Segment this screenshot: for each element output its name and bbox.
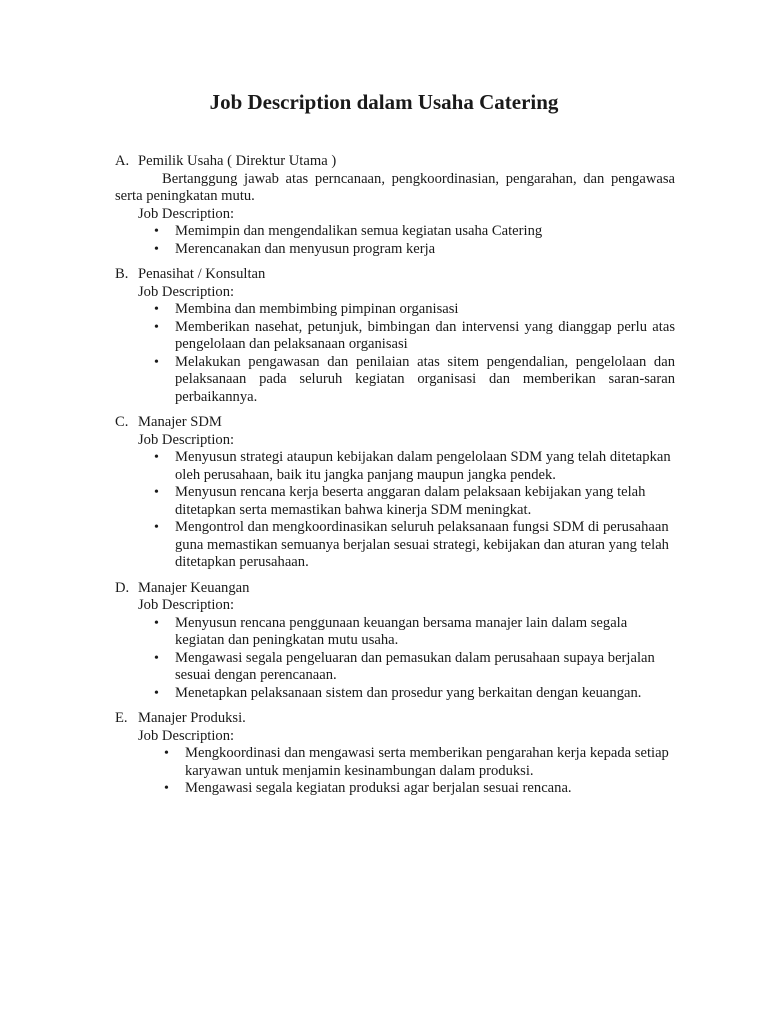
- section-c: [115, 414, 675, 572]
- section-heading: [115, 710, 675, 728]
- list-item: • Memimpin dan mengendalikan semua kegiatan usaha Catering: [154, 223, 543, 239]
- section-letter: C.: [115, 414, 129, 430]
- section-heading: [115, 266, 675, 284]
- section-letter: D.: [115, 579, 130, 596]
- section-title: Manajer Produksi.: [138, 710, 246, 726]
- section-letter: B.: [115, 266, 129, 282]
- section-heading: [115, 580, 675, 598]
- list-item: • Melakukan pengawasan dan penilaian atas sitem pengendalian, pengelolaan dan pelaksanaan pada seluruh kegiatan organisasi dan memberikan saran-saran perbaikannya.: [154, 353, 675, 405]
- document-body: [115, 153, 675, 806]
- bullet-icon: •: [154, 450, 159, 465]
- job-description-label: Job Description:: [138, 431, 235, 448]
- bullet-icon: •: [154, 685, 159, 701]
- list-item: • Mengawasi segala pengeluaran dan pemasukan dalam perusahaan supaya berjalan sesuai dengan perencanaan.: [154, 649, 655, 683]
- section-letter: E.: [115, 710, 128, 726]
- bullet-list: [138, 223, 675, 258]
- list-item: • Merencanakan dan menyusun program kerja: [154, 240, 436, 257]
- job-description-label: Job Description:: [138, 205, 235, 222]
- list-item: • Mengawasi segala kegiatan produksi agar berjalan sesuai rencana.: [164, 780, 572, 796]
- list-item: • Menyusun strategi ataupun kebijakan dalam pengelolaan SDM yang telah ditetapkan oleh perusahaan, baik itu jangka panjang maupun jangka pendek.: [154, 449, 671, 483]
- bullet-icon: •: [154, 319, 159, 335]
- section-title: Manajer SDM: [138, 414, 222, 430]
- bullet-list: [138, 615, 675, 703]
- page-title: Job Description dalam Usaha Catering: [209, 90, 559, 114]
- bullet-list: [138, 301, 675, 406]
- bullet-icon: •: [154, 354, 159, 370]
- section-heading: [115, 153, 675, 171]
- section-a: [115, 153, 675, 258]
- bullet-icon: •: [154, 241, 159, 257]
- bullet-icon: •: [164, 746, 169, 761]
- list-item: • Mengontrol dan mengkoordinasikan seluruh pelaksanaan fungsi SDM di perusahaan guna memastikan semuanya berjalan sesuai strategi, kebijakan dan aturan yang telah ditetapkan perusahaan.: [154, 519, 669, 570]
- job-description-label: Job Description:: [138, 727, 235, 744]
- list-item: • Mengkoordinasi dan mengawasi serta memberikan pengarahan kerja kepada setiap karyawan untuk menjamin kesinambungan dalam produksi.: [164, 745, 669, 779]
- bullet-icon: •: [154, 224, 159, 239]
- section-title: Penasihat / Konsultan: [138, 266, 266, 282]
- list-item: • Memberikan nasehat, petunjuk, bimbingan dan intervensi yang dianggap perlu atas pengelolaan dan pelaksanaan organisasi: [154, 318, 675, 352]
- list-item: • Membina dan membimbing pimpinan organisasi: [154, 301, 459, 317]
- section-title: Manajer Keuangan: [138, 579, 250, 596]
- job-description-label: Job Description:: [138, 283, 235, 300]
- bullet-icon: •: [154, 650, 159, 666]
- section-heading: [115, 414, 675, 432]
- bullet-icon: •: [164, 781, 169, 796]
- bullet-icon: •: [154, 302, 159, 317]
- section-intro: Bertanggung jawab atas perncanaan, pengkoordinasian, pengarahan, dan pengawasa serta peningkatan mutu.: [115, 170, 675, 204]
- section-e: [115, 710, 675, 798]
- section-title: Pemilik Usaha ( Direktur Utama ): [138, 153, 337, 169]
- bullet-icon: •: [154, 520, 159, 535]
- list-item: • Menyusun rencana penggunaan keuangan bersama manajer lain dalam segala kegiatan dan peningkatan mutu usaha.: [154, 614, 628, 648]
- bullet-icon: •: [154, 485, 159, 500]
- section-d: [115, 580, 675, 703]
- section-b: [115, 266, 675, 406]
- bullet-list: [138, 449, 675, 572]
- list-item: • Menetapkan pelaksanaan sistem dan prosedur yang berkaitan dengan keuangan.: [154, 684, 642, 701]
- section-letter: A.: [115, 153, 130, 169]
- bullet-list: [138, 745, 675, 798]
- job-description-label: Job Description:: [138, 597, 235, 613]
- bullet-icon: •: [154, 615, 159, 631]
- list-item: • Menyusun rencana kerja beserta anggaran dalam pelaksaan kebijakan yang telah ditetapkan serta memastikan bahwa kinerja SDM meningkat.: [154, 484, 646, 518]
